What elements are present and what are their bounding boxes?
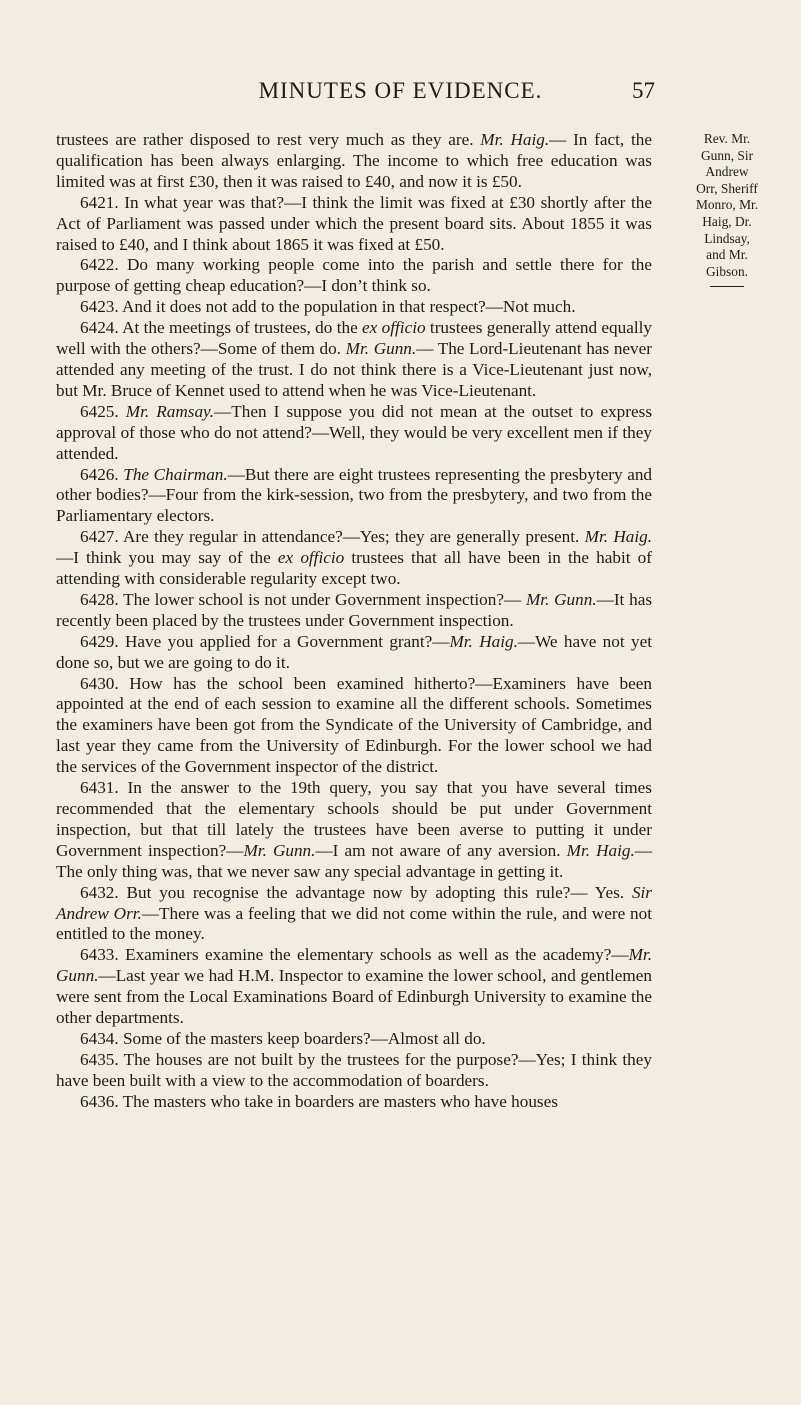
paragraph-p6422 — [56, 255, 652, 297]
text-run: — In fact, the qualification has been always enlarging. The income to which free education was limited was at first £30, then it was raised to £40, and now it is £50. — [56, 130, 652, 191]
page-header — [0, 74, 801, 114]
text-run: —But there are eight trustees representing the presbytery and other bodies?—Four from the kirk-session, two from the presbytery, and two from the Parliamentary electors. — [56, 464, 653, 526]
page-number: 57 — [632, 78, 655, 103]
text-run: 6429. Have you applied for a Government grant?— — [80, 631, 450, 651]
text-run: —I think you may say of the — [56, 548, 278, 568]
text-run: 6436. The masters who take in boarders are masters who have houses — [80, 1091, 558, 1111]
evidence-text — [56, 130, 652, 1113]
italic-text: Sir Andrew Orr. — [56, 882, 652, 923]
italic-text: Mr. Haig. — [584, 527, 652, 547]
paragraph-p6435 — [56, 1050, 652, 1092]
text-run: 6431. In the answer to the 19th query, you say that you have several times recommended that the elementary schools should be put under Government inspection, but that till lately the trustees have been averse to putting it under Government inspection?— — [56, 778, 652, 860]
paragraph-p6424 — [56, 318, 652, 402]
paragraph-p6432 — [56, 883, 652, 946]
text-run: trustees that all have been in the habit of attending with considerable regularity except two. — [56, 548, 652, 589]
paragraph-p6426 — [56, 465, 652, 528]
sidenote-line: Monro, Mr. — [695, 197, 759, 213]
paragraph-p6430 — [56, 674, 652, 779]
paragraph-p6431 — [56, 778, 652, 883]
paragraph-p6434 — [56, 1029, 652, 1050]
italic-text: The Chairman. — [123, 464, 228, 484]
text-run: 6434. Some of the masters keep boarders?—Almost all do. — [80, 1028, 486, 1048]
text-run: 6421. In what year was that?—I think the limit was fixed at £30 shortly after the Act of Parliament was passed under which the present board sits. About 1855 it was raised to £40, and I think about 1865 it was fixed at £50. — [56, 192, 652, 254]
paragraph-p6436 — [56, 1092, 652, 1113]
italic-text: Mr. Gunn. — [243, 840, 316, 860]
sidenote-line: Gunn, Sir — [700, 147, 754, 163]
paragraph-p6425 — [56, 402, 652, 465]
italic-text: Mr. Ramsay. — [125, 401, 215, 421]
text-run: trustees are rather disposed to rest very much as they are. — [56, 130, 481, 149]
sidenote-line: Rev. Mr. — [703, 131, 751, 146]
paragraph-p6421 — [56, 193, 652, 256]
italic-text: Mr. Gunn. — [525, 589, 597, 609]
italic-text: Mr. Gunn. — [56, 945, 652, 986]
italic-text: Mr. Haig. — [480, 130, 550, 149]
sidenote-rule — [710, 286, 744, 287]
text-run: 6426. — [80, 464, 124, 484]
text-run: —Last year we had H.M. Inspector to examine the lower school, and gentlemen were sent from the Local Examinations Board of Edinburgh University to examine the other departments. — [56, 966, 652, 1028]
text-run: 6427. Are they regular in attendance?—Yes; they are generally present. — [80, 527, 585, 547]
paragraph-p0 — [56, 130, 652, 193]
sidenote-line: Haig, Dr. — [702, 213, 752, 229]
paragraph-p6429 — [56, 632, 652, 674]
italic-text: ex officio — [362, 318, 426, 338]
text-run: —The only thing was, that we never saw any special advantage in getting it. — [56, 840, 652, 881]
italic-text: ex officio — [277, 548, 345, 568]
italic-text: Mr. Gunn. — [345, 339, 417, 359]
text-run: 6424. At the meetings of trustees, do the — [80, 318, 363, 338]
paragraph-p6428 — [56, 590, 652, 632]
text-run: 6432. But you recognise the advantage now by adopting this rule?— Yes. — [80, 882, 632, 902]
text-run: trustees generally attend equally well with the others?—Some of them do. — [56, 318, 652, 359]
paragraph-p6427 — [56, 527, 652, 590]
text-run: —We have not yet done so, but we are going to do it. — [56, 631, 652, 672]
paragraph-p6423 — [56, 297, 652, 318]
text-run: 6433. Examiners examine the elementary schools as well as the academy?— — [80, 945, 629, 965]
text-run: —Then I suppose you did not mean at the outset to express approval of those who do not attend?—Well, they would be very excellent men if they attended. — [56, 401, 653, 463]
sidenote-line: and Mr. — [706, 247, 748, 263]
paragraph-p6433 — [56, 945, 652, 1029]
running-title: MINUTES OF EVIDENCE. — [258, 78, 543, 103]
text-run: —It has recently been placed by the trustees under Government inspection. — [56, 589, 653, 630]
sidenote-line: Andrew — [705, 164, 749, 180]
text-run: —There was a feeling that we did not come within the rule, and were not entitled to the money. — [56, 903, 652, 944]
text-run: 6435. The houses are not built by the trustees for the purpose?—Yes; I think they have been built with a view to the accommodation of boarders. — [56, 1049, 652, 1090]
sidenote-line: Orr, Sheriff — [696, 180, 758, 196]
sidenote-line: Gibson. — [705, 263, 749, 279]
text-run: — The Lord-Lieutenant has never attended any meeting of the trust. I do not think there is a Vice-Lieutenant just now, but Mr. Bruce of Kennet used to attend when he was Vice-Lieutenant. — [56, 339, 652, 400]
text-run: 6425. — [80, 401, 126, 421]
italic-text: Mr. Haig. — [566, 840, 635, 860]
sidenote-line: Lindsay, — [704, 230, 750, 246]
text-run: —I am not aware of any aversion. — [315, 840, 567, 860]
italic-text: Mr. Haig. — [449, 631, 518, 651]
text-run: 6428. The lower school is not under Government inspection?— — [80, 589, 526, 609]
text-run: 6430. How has the school been examined hitherto?—Examiners have been appointed at the end of each session to examine all the different schools. Sometimes the examiners have been got from the Syndicate of the University of Cambridge, and last year they came from the University of Edinburgh. For the lower school we had the services of the Government inspector of the district. — [56, 673, 652, 777]
text-run: 6423. And it does not add to the population in that respect?—Not much. — [80, 297, 576, 317]
witness-sidenote — [672, 131, 782, 287]
text-run: 6422. Do many working people come into the parish and settle there for the purpose of getting cheap education?—I don’t think so. — [56, 255, 652, 296]
